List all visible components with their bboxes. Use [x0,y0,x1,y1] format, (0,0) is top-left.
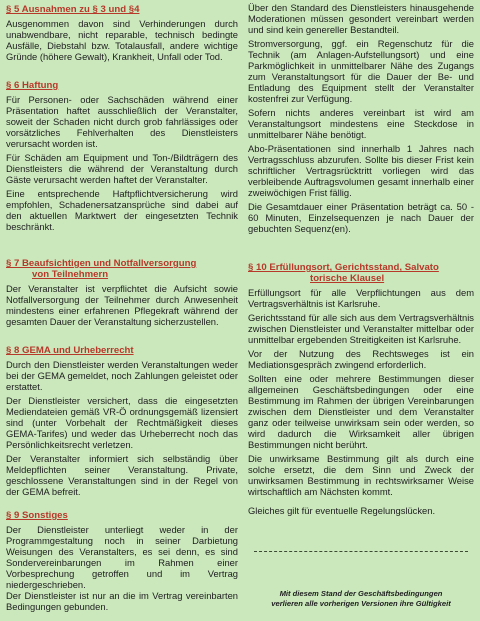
section-9-text-1: Der Dienstleister unterliegt weder in der Programmgestaltung noch in seiner Darbietung Weisungen des Veranstalters, es sei denn, es sind Sondervereinbarungen im Rahmen einer Vorbesprechung getroffen und im Vertrag niedergeschrieben. [6,524,238,590]
section-8-title: § 8 GEMA und Urheberrecht [6,345,134,356]
section-8-text-1: Durch den Dienstleister werden Veranstaltungen weder bei der GEMA gemeldet, noch Zahlungen geleistet oder erstattet. [6,359,238,392]
section-10 [248,262,474,516]
moderation-text: Über den Standard des Dienstleisters hinausgehende Moderationen müssen gesondert vereinbart werden und sind kein genereller Bestandteil. [248,2,474,35]
section-8 [6,345,238,497]
section-6-text-3: Eine entsprechende Haftpflichtversicherung wird empfohlen, Schadenersatzansprüche sind dabei auf den aktuellen Marktwert der eingesetzten Technik beschränkt. [6,188,238,232]
section-6 [6,80,238,232]
section-5-continued [248,2,474,234]
section-7-title-line-1: § 7 Beaufsichtigen und Notfallversorgung [6,258,197,269]
footer-note [248,589,474,609]
section-5-text: Ausgenommen davon sind Verhinderungen durch unabwendbare, nicht reparable, technisch bedingte Ausfälle, Diebstahl bzw. Totalausfall, andere wichtige Gründe (höhere Gewalt), Krankheit, Unfall oder Tod. [6,18,238,62]
section-7-title-line-2: von Teilnehmern [32,269,109,280]
section-10-text-6: Gleiches gilt für eventuelle Regelungslücken. [248,505,436,516]
section-8-text-2: Der Dienstleister versichert, dass die eingesetzten Mediendateien gemäß VR-Ö ordnungsgemäß lizensiert sind (unter Vorbehalt der Rechtmäßigkeit dieses GEMA-Tarifes) und weder das Urheberrecht noch das Persönlichkeitsrecht verletzen. [6,395,238,450]
section-6-text-2: Für Schäden am Equipment und Ton-/Bildträgern des Dienstleisters die während der Veranstaltung durch Gäste verursacht werden haftet der Veranstalter. [6,152,238,185]
footer-line-1: Mit diesem Stand der Geschäftsbedingungen [279,589,443,598]
socket-text: Sofern nichts anderes vereinbart ist wird am Veranstaltungsort mindestens eine Steckdose in unmittelbarer Nähe benötigt. [248,107,474,140]
section-7-text: Der Veranstalter ist verpflichtet die Aufsicht sowie Notfallversorgung der Teilnehmer durch Anwesenheit mindestens einer erfahrenen Pflegekraft während der gesamten Dauer der Veranstaltung sicherzustellen. [6,283,238,327]
footer-line-2: verlieren alle vorherigen Versionen ihre Gültigkeit [271,599,451,608]
section-10-text-4: Sollten eine oder mehrere Bestimmungen dieser allgemeinen Geschäftsbedingungen oder eine Bestimmung im Rahmen der übrigen Vereinbarungen zwischen dem Dienstleister und dem Veranstalter ganz oder teilweise unwirksam sein oder werden, so wird dadurch die Wirksamkeit aller übrigen Bestimmungen nicht berührt. [248,373,474,450]
section-10-title-line-1: § 10 Erfüllungsort, Gerichtsstand, Salvato [248,262,439,273]
section-7-title [6,258,238,280]
section-7 [6,258,238,327]
left-column [6,0,238,621]
section-5 [6,4,238,62]
section-9-text-2: Der Dienstleister ist nur an die im Vertrag vereinbarten Bedingungen gebunden. [6,590,238,612]
section-10-text-1: Erfüllungsort für alle Verpflichtungen aus dem Vertragsverhältnis ist Karlsruhe. [248,287,474,309]
duration-text: Die Gesamtdauer einer Präsentation beträgt ca. 50 - 60 Minuten, Einzelsequenzen je nach Dauer der gebuchten Sequenz(en). [248,201,474,234]
section-10-title-line-2: torische Klausel [310,273,385,284]
section-10-text-2: Gerichtsstand für alle sich aus dem Vertragsverhältnis zwischen Dienstleister und Veranstalter mittelbar oder unmittelbar ergebenden Streitigkeiten ist Karlsruhe. [248,312,474,345]
subscription-text: Abo-Präsentationen sind innerhalb 1 Jahres nach Vertragsschluss abzurufen. Sollte bis dieser Frist kein schriftlicher Vertragsrücktritt vorliegen wird das verbleibende Auftragsvolumen gesamt innerhalb einer zweiwöchigen Frist fällig. [248,143,474,198]
section-5-title: § 5 Ausnahmen zu § 3 und §4 [6,4,140,15]
footer-divider [254,551,468,552]
power-supply-text: Stromversorgung, ggf. ein Regenschutz für die Technik (am Anlagen-Aufstellungsort) und eine Parkmöglichkeit in unmittelbarer Nähe des Zugangs zum Veranstaltungsort für die Dauer der Be- und Entladung des Equipment stellt der Veranstalter kostenfrei zur Verfügung. [248,38,474,104]
section-9 [6,510,238,612]
section-6-text-1: Für Personen- oder Sachschäden während einer Präsentation haftet ausschließlich der Veranstalter, soweit der Schaden nicht durch grob fahrlässiges oder vorsätzliches Fehlverhalten des Dienstleisters verursacht worden ist. [6,94,238,149]
right-column [248,0,474,621]
section-6-title: § 6 Haftung [6,80,59,91]
section-9-title: § 9 Sonstiges [6,510,68,521]
section-10-text-3: Vor der Nutzung des Rechtsweges ist ein Mediationsgespräch zwingend erforderlich. [248,348,474,370]
section-10-title [248,262,474,284]
section-8-text-3: Der Veranstalter informiert sich selbständig über Meldepflichten seiner Veranstaltung. Private, geschlossene Veranstaltungen sind in der Regel von der GEMA befreit. [6,453,238,497]
section-10-text-5: Die unwirksame Bestimmung gilt als durch eine solche ersetzt, die dem Sinn und Zweck der unwirksamen Bestimmung in rechtswirksamer Weise wirtschaftlich am Nächsten kommt. [248,453,474,497]
